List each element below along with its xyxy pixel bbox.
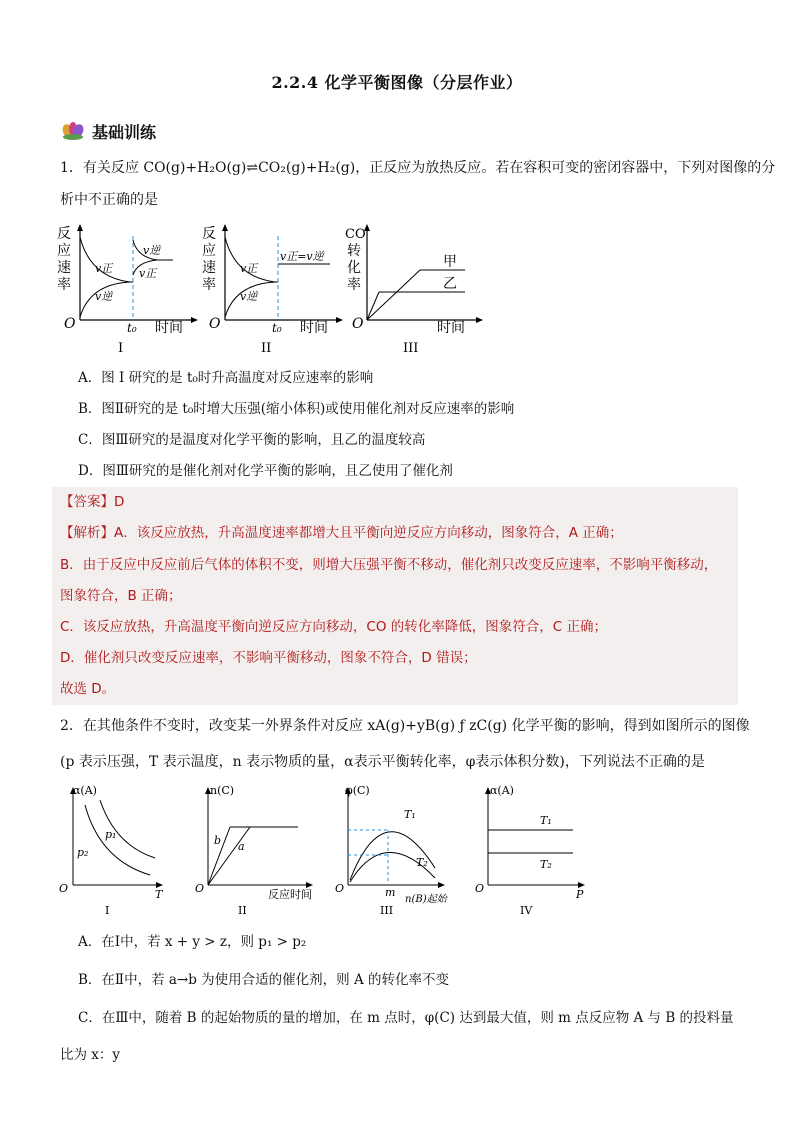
explanation-line5: D．催化剂只改变反应速率，不影响平衡移动，图象不符合，D 错误； <box>60 650 477 666</box>
page-title: 2.2.4 化学平衡图像（分层作业） <box>271 73 523 92</box>
q2g4-origin: O <box>475 882 485 895</box>
g3-y2: 转 <box>347 243 361 259</box>
q2g2-xlabel: 反应时间 <box>268 888 312 901</box>
explanation-tag: 【解析】 <box>60 525 114 541</box>
q2-option-c-line2: 比为 x：y <box>60 1047 121 1063</box>
q2g2-ylabel: n(C) <box>210 784 235 797</box>
q2-stem-line1: 2．在其他条件不变时，改变某一外界条件对反应 xA(g)+yB(g) ƒ zC(g) 化学平衡的影响，得到如图所示的图像 <box>60 718 750 734</box>
q2g2-b: b <box>214 834 222 847</box>
g1-v-zheng: v正 <box>95 262 113 275</box>
explanation-line1 <box>60 523 623 543</box>
q1-stem-line2: 析中不正确的是 <box>60 192 158 208</box>
g1-y4: 率 <box>57 277 71 293</box>
q2g1-xlabel: T <box>155 888 163 901</box>
g1-t0: t₀ <box>127 321 137 335</box>
q2g3-T1: T₁ <box>404 808 416 821</box>
g3-y1: CO <box>345 227 366 242</box>
q2-option-c-line1: C．在Ⅲ中，随着 B 的起始物质的量的增加，在 m 点时，φ(C) 达到最大值，则 m 点反应物 A 与 B 的投料量 <box>78 1010 734 1026</box>
g3-xlabel: 时间 <box>437 320 465 336</box>
section-title: 基础训练 <box>92 123 157 142</box>
q2-graph-3 <box>335 784 449 917</box>
g2-xlabel: 时间 <box>300 320 328 336</box>
q2-stem-line2: (p 表示压强，T 表示温度，n 表示物质的量，α表示平衡转化率，φ表示体积分数)，下列说法不正确的是 <box>60 754 705 770</box>
q2g2-a: a <box>238 840 245 853</box>
g2-y3: 速 <box>202 260 216 276</box>
g2-caption: II <box>261 341 272 356</box>
g3-caption: III <box>403 341 419 356</box>
q2-graph-2 <box>195 784 313 917</box>
q1-stem-line1: 1．有关反应 CO(g)+H₂O(g)⇌CO₂(g)+H₂(g)，正反应为放热反应。若在容积可变的密闭容器中，下列对图像的分 <box>60 160 776 176</box>
explanation-text-1: A．该反应放热，升高温度速率都增大且平衡向逆反应方向移动，图象符合，A 正确； <box>114 525 623 541</box>
g2-v-ni: v逆 <box>240 290 258 303</box>
q2g3-ylabel: φ(C) <box>345 784 370 797</box>
g1-y1: 反 <box>57 226 71 242</box>
q2-graph-4 <box>475 784 585 917</box>
g1-v-ni-2: v逆 <box>143 244 161 257</box>
q2g1-ylabel: α(A) <box>73 784 97 797</box>
explanation-line4: C．该反应放热，升高温度平衡向逆反应方向移动，CO 的转化率降低，图象符合，C 正确； <box>60 619 607 635</box>
g1-caption: I <box>118 341 124 356</box>
q1-graph-3 <box>345 224 483 356</box>
g2-y2: 应 <box>202 243 216 259</box>
explanation-line3: 图象符合，B 正确； <box>60 588 182 604</box>
q2g3-T2: T₂ <box>416 856 428 869</box>
q1-option-a: A．图 I 研究的是 t₀时升高温度对反应速率的影响 <box>78 370 374 386</box>
explanation-line6: 故选 D。 <box>60 681 116 697</box>
flower-icon <box>60 122 86 142</box>
q2g1-p2: p₂ <box>77 846 89 859</box>
g2-y4: 率 <box>202 277 216 293</box>
q2g1-p1: p₁ <box>105 828 117 841</box>
q2g2-origin: O <box>195 882 205 895</box>
q1-figure <box>55 222 485 357</box>
q2g4-T2: T₂ <box>540 858 552 871</box>
q2-figure <box>55 780 615 920</box>
q1-graph-1 <box>57 224 198 356</box>
q1-option-b: B．图Ⅱ研究的是 t₀时增大压强(缩小体积)或使用催化剂对反应速率的影响 <box>78 401 515 417</box>
q2g4-xlabel: P <box>576 888 584 901</box>
g1-v-ni: v逆 <box>95 290 113 303</box>
g1-xlabel: 时间 <box>155 320 183 336</box>
g2-t0: t₀ <box>272 321 282 335</box>
q2g3-xlabel: n(B)起始 <box>405 894 447 905</box>
g2-y1: 反 <box>202 226 216 242</box>
g2-eq: v正=v逆 <box>280 250 324 263</box>
answer-label: 【答案】D <box>60 494 125 510</box>
g3-y4: 率 <box>347 277 361 293</box>
q2g2-caption: II <box>238 904 247 917</box>
g3-yi: 乙 <box>443 276 457 292</box>
g3-jia: 甲 <box>443 254 457 270</box>
q2g3-caption: III <box>380 904 394 917</box>
g2-v-zheng: v正 <box>240 262 258 275</box>
q2g4-caption: IV <box>520 904 533 917</box>
q1-option-d: D．图Ⅲ研究的是催化剂对化学平衡的影响，且乙使用了催化剂 <box>78 463 453 479</box>
g3-origin: O <box>352 316 364 332</box>
q2g1-caption: I <box>105 904 110 917</box>
g3-y3: 化 <box>347 260 361 276</box>
g1-origin: O <box>64 316 76 332</box>
explanation-line2: B．由于反应中反应前后气体的体积不变，则增大压强平衡不移动，催化剂只改变反应速率，不影响平衡移动， <box>60 557 718 573</box>
section-heading <box>60 120 156 143</box>
q2-option-b: B．在Ⅱ中，若 a→b 为使用合适的催化剂，则 A 的转化率不变 <box>78 972 450 988</box>
q1-graph-2 <box>202 224 343 356</box>
q1-option-c: C．图Ⅲ研究的是温度对化学平衡的影响，且乙的温度较高 <box>78 432 426 448</box>
g1-v-zheng-2: v正 <box>139 267 157 280</box>
q2g4-T1: T₁ <box>540 814 552 827</box>
g1-y3: 速 <box>57 260 71 276</box>
g2-origin: O <box>209 316 221 332</box>
q2g3-m: m <box>385 886 396 899</box>
q2g1-origin: O <box>59 882 69 895</box>
q2g3-origin: O <box>335 882 345 895</box>
q2g4-ylabel: α(A) <box>490 784 514 797</box>
g1-y2: 应 <box>57 243 71 259</box>
q2-graph-1 <box>59 784 164 917</box>
q2-option-a: A．在Ⅰ中，若 x + y > z，则 p₁ > p₂ <box>78 934 307 950</box>
